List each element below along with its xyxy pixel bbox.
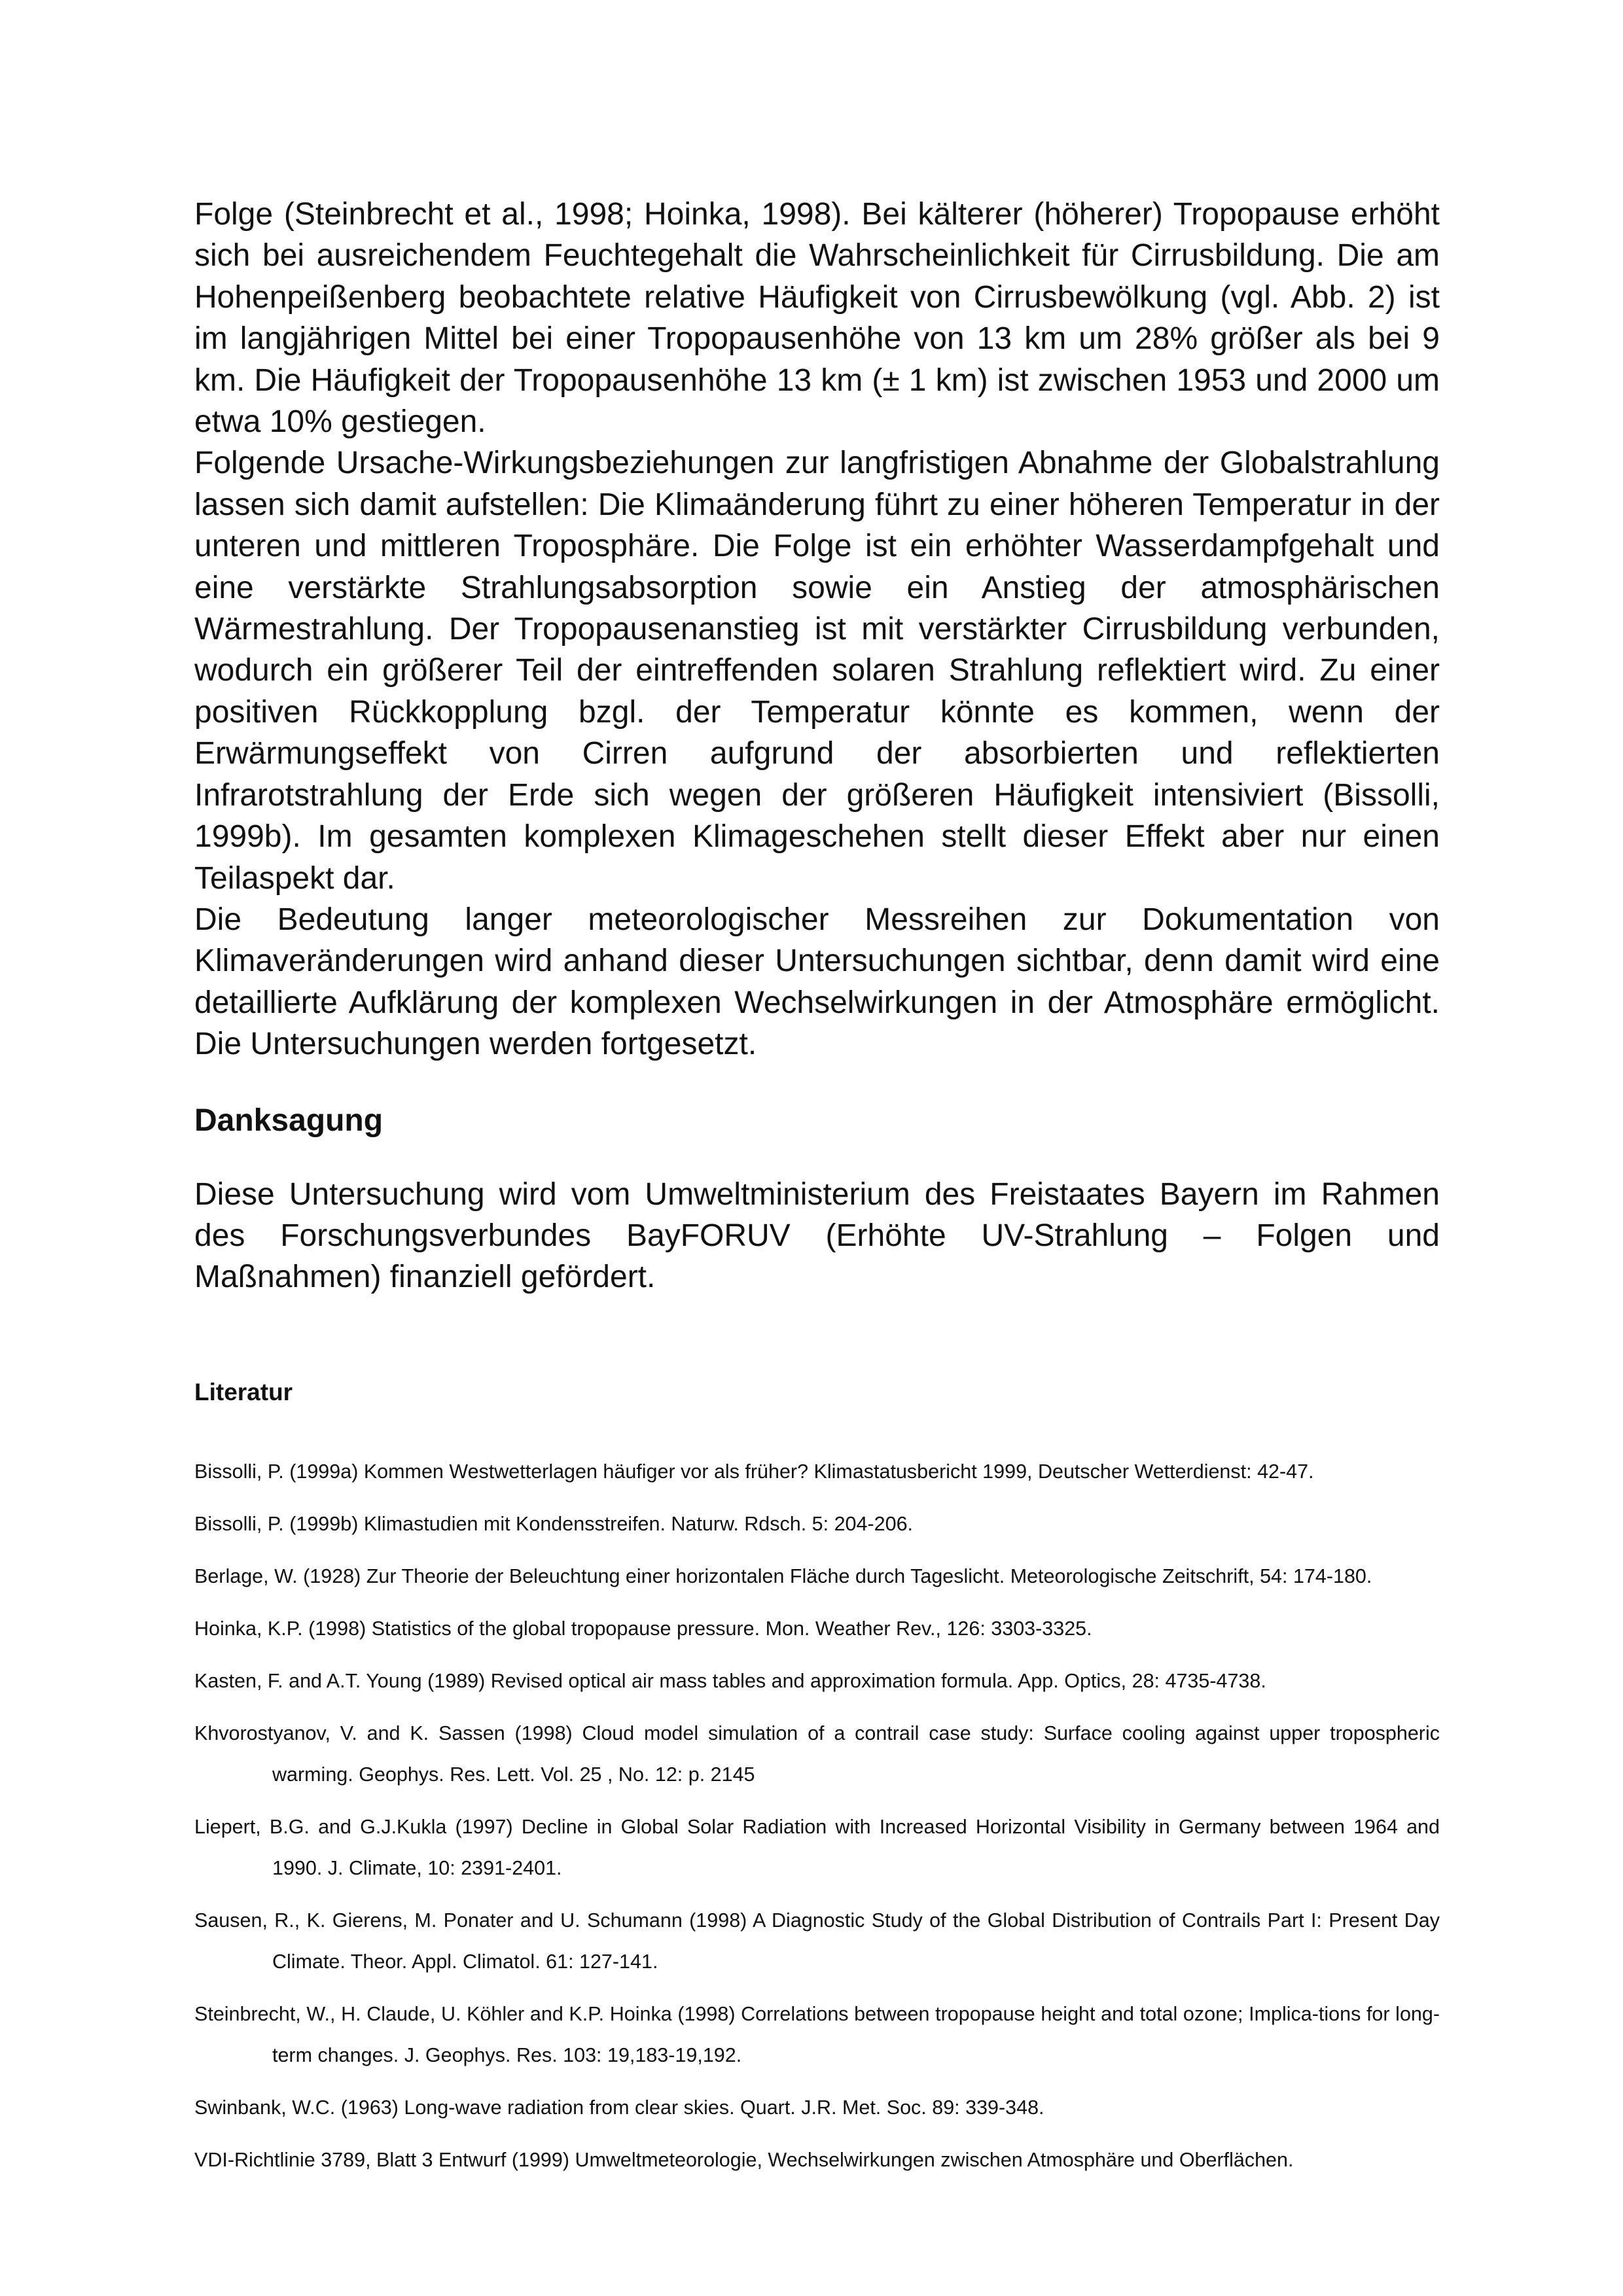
reference-list [194,1451,1440,2181]
reference-item: Bissolli, P. (1999a) Kommen Westwetterlagen häufiger vor als früher? Klimastatusbericht 1999, Deutscher Wetterdienst: 42-47. [194,1460,1314,1483]
reference-item: Steinbrecht, W., H. Claude, U. Köhler and K.P. Hoinka (1998) Correlations between tropopause height and total ozone; Implica-tions for long-term changes. J. Geophys. Res. 103: 19,183-19,192. [194,2002,1440,2066]
reference-item: Berlage, W. (1928) Zur Theorie der Beleuchtung einer horizontalen Fläche durch Tageslicht. Meteorologische Zeitschrift, 54: 174-180. [194,1564,1372,1587]
reference-item: Kasten, F. and A.T. Young (1989) Revised optical air mass tables and approximation formula. App. Optics, 28: 4735-4738. [194,1669,1266,1692]
reference-item: Bissolli, P. (1999b) Klimastudien mit Kondensstreifen. Naturw. Rdsch. 5: 204-206. [194,1512,913,1535]
acknowledgement-text: Diese Untersuchung wird vom Umweltministerium des Freistaates Bayern im Rahmen des Forschungsverbundes BayFORUV (Erhöhte UV-Strahlung – Folgen und Maßnahmen) finanziell gefördert. [194,1176,1440,1295]
page-content [194,194,1440,2181]
body-paragraph-3: Die Bedeutung langer meteorologischer Messreihen zur Dokumentation von Klimaveränderungen wird anhand dieser Untersuchungen sichtbar, denn damit wird eine detaillierte Aufklärung der komplexen Wechselwirkungen in der Atmosphäre ermöglicht. Die Untersuchungen werden fortgesetzt. [194,902,1440,1062]
literature-heading: Literatur [194,1378,293,1405]
body-paragraph-1: Folge (Steinbrecht et al., 1998; Hoinka, 1998). Bei kälterer (höherer) Tropopause erhöht sich bei ausreichendem Feuchtegehalt die Wahrscheinlichkeit für Cirrusbildung. Die am Hohenpeißenberg beobachtete relative Häufigkeit von Cirrusbewölkung (vgl. Abb. 2) ist im langjährigen Mittel bei einer Tropopausenhöhe von 13 km um 28% größer als bei 9 km. Die Häufigkeit der Tropopausenhöhe 13 km (± 1 km) ist zwischen 1953 und 2000 um etwa 10% gestiegen. [194,197,1440,440]
reference-item: VDI-Richtlinie 3789, Blatt 3 Entwurf (1999) Umweltmeteorologie, Wechselwirkungen zwischen Atmosphäre und Oberflächen. [194,2148,1294,2171]
reference-item: Hoinka, K.P. (1998) Statistics of the global tropopause pressure. Mon. Weather Rev., 126: 3303-3325. [194,1617,1092,1640]
reference-item: Swinbank, W.C. (1963) Long-wave radiation from clear skies. Quart. J.R. Met. Soc. 89: 339-348. [194,2096,1044,2119]
reference-item: Liepert, B.G. and G.J.Kukla (1997) Decline in Global Solar Radiation with Increased Horizontal Visibility in Germany between 1964 and 1990. J. Climate, 10: 2391-2401. [194,1815,1440,1879]
reference-item: Khvorostyanov, V. and K. Sassen (1998) Cloud model simulation of a contrail case study: Surface cooling against upper tropospheric warming. Geophys. Res. Lett. Vol. 25 , No. 12: p. 2145 [194,1722,1440,1786]
reference-item: Sausen, R., K. Gierens, M. Ponater and U. Schumann (1998) A Diagnostic Study of the Global Distribution of Contrails Part I: Present Day Climate. Theor. Appl. Climatol. 61: 127-141. [194,1909,1440,1973]
acknowledgement-heading: Danksagung [194,1103,383,1138]
body-paragraph-2: Folgende Ursache-Wirkungsbeziehungen zur langfristigen Abnahme der Globalstrahlung lassen sich damit aufstellen: Die Klimaänderung führt zu einer höheren Temperatur in der unteren und mittleren Troposphäre. Die Folge ist ein erhöhter Wasserdampfgehalt und eine verstärkte Strahlungsabsorption sowie ein Anstieg der atmosphärischen Wärmestrahlung. Der Tropopausenanstieg ist mit verstärkter Cirrusbildung verbunden, wodurch ein größerer Teil der eintreffenden solaren Strahlung reflektiert wird. Zu einer positiven Rückkopplung bzgl. der Temperatur könnte es kommen, wenn der Erwärmungseffekt von Cirren aufgrund der absorbierten und reflektierten Infrarotstrahlung der Erde sich wegen der größeren Häufigkeit intensiviert (Bissolli, 1999b). Im gesamten komplexen Klimageschehen stellt dieser Effekt aber nur einen Teilaspekt dar. [194,446,1440,896]
